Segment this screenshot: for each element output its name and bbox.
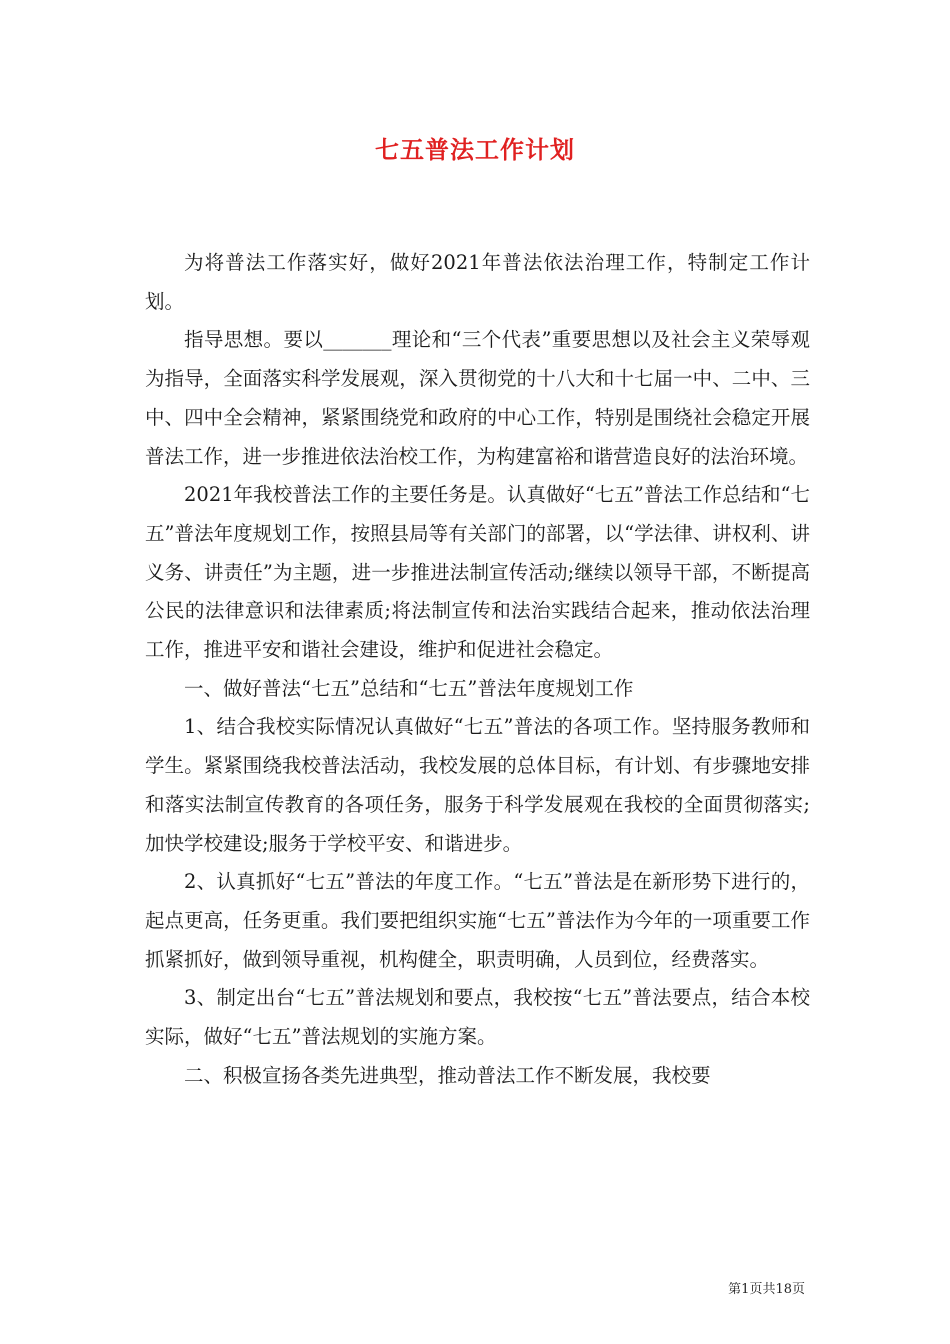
section-heading-1: 一、做好普法“七五”总结和“七五”普法年度规划工作	[184, 676, 634, 700]
paragraph-item-3: 3、制定出台“七五”普法规划和要点，我校按“七五”普法要点，结合本校实际，做好“七五”普法规划的实施方案。	[145, 986, 810, 1049]
section-heading-2: 二、积极宣扬各类先进典型，推动普法工作不断发展，我校要	[184, 1063, 711, 1087]
page-number: 第1页共18页	[728, 1282, 805, 1297]
paragraph-item-2: 2、认真抓好“七五”普法的年度工作。“七五”普法是在新形势下进行的，起点更高，任务更重。我们要把组织实施“七五”普法作为今年的一项重要工作抓紧抓好，做到领导重视，机构健全，职责明确，人员到位，经费落实。	[145, 870, 810, 971]
document-title: 七五普法工作计划	[375, 135, 575, 164]
paragraph-guiding-ideology: 指导思想。要以_______理论和“三个代表”重要思想以及社会主义荣辱观为指导，全面落实科学发展观，深入贯彻党的十八大和十七届一中、二中、三中、四中全会精神，紧紧围绕党和政府的中心工作，特别是围绕社会稳定开展普法工作，进一步推进依法治校工作，为构建富裕和谐营造良好的法治环境。	[145, 328, 810, 468]
paragraph-main-tasks: 2021年我校普法工作的主要任务是。认真做好“七五”普法工作总结和“七五”普法年度规划工作，按照县局等有关部门的部署，以“学法律、讲权利、讲义务、讲责任”为主题，进一步推进法制宣传活动;继续以领导干部，不断提高公民的法律意识和法律素质;将法制宣传和法治实践结合起来，推动依法治理工作，推进平安和谐社会建设，维护和促进社会稳定。	[145, 483, 810, 662]
document-body	[145, 244, 810, 1095]
paragraph-item-1: 1、结合我校实际情况认真做好“七五”普法的各项工作。坚持服务教师和学生。紧紧围绕我校普法活动，我校发展的总体目标，有计划、有步骤地安排和落实法制宣传教育的各项任务，服务于科学发展观在我校的全面贯彻落实;加快学校建设;服务于学校平安、和谐进步。	[145, 715, 810, 855]
paragraph-intro: 为将普法工作落实好，做好2021年普法依法治理工作，特制定工作计划。	[145, 251, 810, 313]
